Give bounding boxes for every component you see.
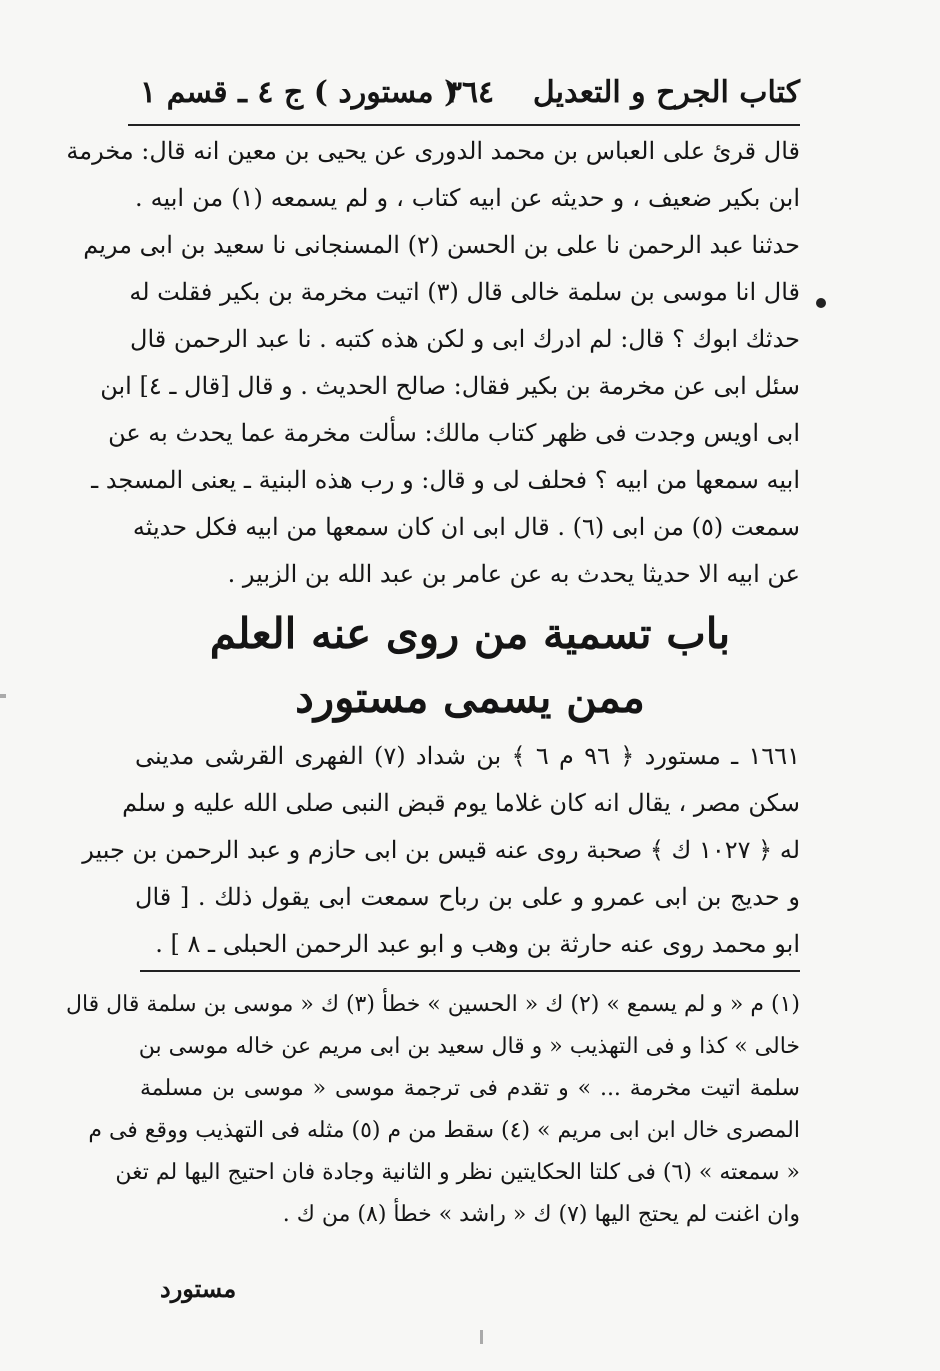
footnote-line: المصرى خال ابن ابى مريم » (٤) سقط من م (٥) مثله فى التهذيب ووقع فى م [88,1118,800,1143]
footnote-line: « سمعته » (٦) فى كلتا الحكايتين نظر و الثانية وجادة فان احتيج اليها لم تغن [115,1160,800,1185]
text-line: حدثنا عبد الرحمن نا على بن الحسن (٢) المسنجانى نا سعيد بن ابى مريم [83,231,800,259]
page-header [140,66,800,118]
book-title: كتاب الجرح و التعديل [532,74,800,110]
text-line: ابيه سمعها من ابيه ؟ فحلف لى و قال: و رب هذه البنية ـ يعنى المسجد ـ [91,466,800,494]
page-number: ٣٦٤ [445,74,495,110]
footnote-line: وان اغنت لم يحتج اليها (٧) ك « راشد » خطأ (٨) من ك . [282,1202,800,1227]
text-line: سكن مصر ، يقال انه كان غلاما يوم قبض النبى صلى الله عليه و سلم [122,789,800,817]
margin-mark [0,694,6,698]
text-line: عن ابيه الا حديثا يحدث به عن عامر بن عبد الله بن الزبير . [227,560,800,588]
paragraph-mukhrima [66,128,801,598]
text-line: قال انا موسى بن سلمة خالى قال (٣) اتيت مخرمة بن بكير فقلت له [129,278,800,306]
footnote-line: خالى » كذا و فى التهذيب « و قال سعيد بن ابى مريم عن خاله موسى بن [138,1034,800,1059]
margin-mark [480,1330,483,1344]
margin-dot [816,298,826,308]
running-head: ( مستورد ) ج ٤ ـ قسم ١ [140,74,459,110]
catchword: مستورد [160,1274,237,1303]
footnote-line: (١) م « و لم يسمع » (٢) ك « الحسين » خطأ (٣) ك « موسى بن سلمة قال قال [65,992,800,1017]
text-line: ابى اويس وجدت فى ظهر كتاب مالك: سألت مخرمة عما يحدث به عن [108,419,800,447]
text-line: ابن بكير ضعيف ، و حديثه عن ابيه كتاب ، و لم يسمعه (١) من ابيه . [135,184,801,212]
footnotes [65,984,800,1236]
text-line: قال قرئ على العباس بن محمد الدورى عن يحيى بن معين انه قال: مخرمة [66,137,800,165]
entry-1661 [82,733,800,968]
section-heading: باب تسمية من روى عنه العلم [209,609,731,658]
text-line: له ﴿ ١٠٢٧ ك ﴾ صحبة روى عنه قيس بن ابى حازم و عبد الرحمن بن جبير [82,836,800,864]
text-line: ابو محمد روى عنه حارثة بن وهب و ابو عبد الرحمن الحبلى ـ ٨ ] . [155,930,800,958]
text-line: ١٦٦١ ـ مستورد ﴿ ٩٦ م ٦ ﴾ بن شداد (٧) الفهرى القرشى مدينى [135,742,800,770]
text-line: سمعت (٥) من ابى (٦) . قال ابى ان كان سمعها من ابيه فكل حديثه [132,513,800,541]
text-line: حدثك ابوك ؟ قال: لم ادرك ابى و لكن هذه كتبه . نا عبد الرحمن قال [130,325,800,353]
footnote-line: سلمة اتيت مخرمة ... » و تقدم فى ترجمة موسى « موسى بن مسلمة [140,1076,800,1101]
text-line: و حديج بن ابى عمرو و على بن رباح سمعت ابى يقول ذلك . [ قال [135,883,800,911]
text-line: سئل ابى عن مخرمة بن بكير فقال: صالح الحديث . و قال [قال ـ ٤] ابن [100,372,800,400]
header-rule [128,124,800,126]
footnote-rule [140,970,800,972]
section-subheading: ممن يسمى مستورد [295,673,645,722]
